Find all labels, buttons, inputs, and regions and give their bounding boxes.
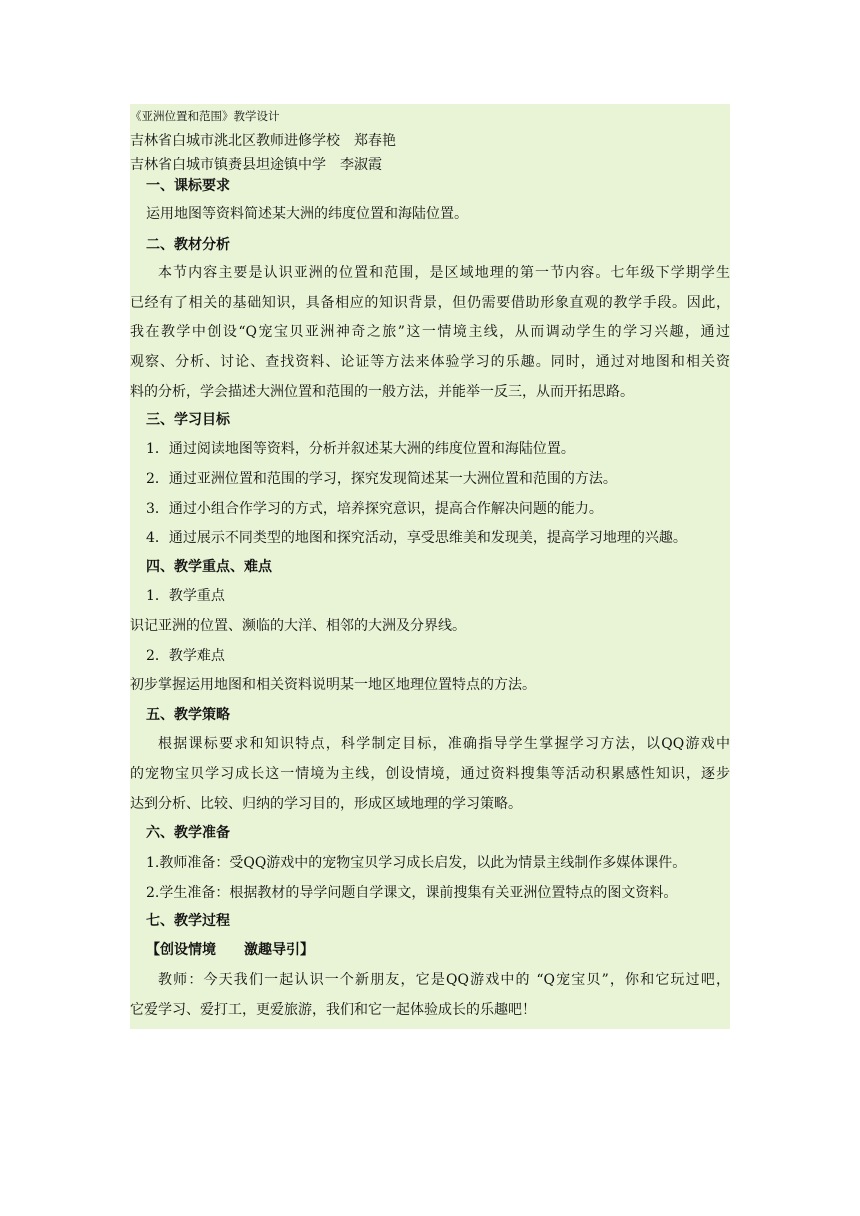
- paragraph-line: 初步掌握运用地图和相关资料说明某一地区地理位置特点的方法。: [130, 677, 536, 693]
- section-heading: 二、教材分析: [146, 237, 230, 253]
- paragraph-line: 观察、分析、讨论、查找资料、论证等方法来体验学习的乐趣。同时，通过对地图和相关资: [130, 354, 730, 370]
- subheading: 1．教学重点: [146, 588, 225, 604]
- section-heading: 四、教学重点、难点: [146, 559, 272, 575]
- paragraph-line: 料的分析，学会描述大洲位置和范围的一般方法，并能举一反三，从而开拓思路。: [130, 384, 634, 400]
- author-line: 吉林省白城市洮北区教师进修学校 郑春艳: [130, 133, 396, 149]
- section-heading: 一、课标要求: [146, 178, 230, 194]
- paragraph-line: 已经有了相关的基础知识，具备相应的知识背景，但仍需要借助形象直观的教学手段。因此，: [130, 295, 730, 311]
- section-heading: 六、教学准备: [146, 825, 230, 841]
- subheading: 【创设情境 激趣导引】: [146, 942, 314, 958]
- paragraph-line: 它爱学习、爱打工，更爱旅游，我们和它一起体验成长的乐趣吧！: [130, 1002, 536, 1018]
- list-item: 1．通过阅读地图等资料，分析并叙述某大洲的纬度位置和海陆位置。: [146, 441, 575, 457]
- paragraph-line: 本节内容主要是认识亚洲的位置和范围，是区域地理的第一节内容。七年级下学期学生: [158, 265, 730, 281]
- list-item: 2.学生准备：根据教材的导学问题自学课文，课前搜集有关亚洲位置特点的图文资料。: [146, 885, 678, 901]
- list-item: 2．通过亚洲位置和范围的学习，探究发现简述某一大洲位置和范围的方法。: [146, 471, 617, 487]
- paragraph-line: 达到分析、比较、归纳的学习目的，形成区域地理的学习策略。: [130, 796, 522, 812]
- author-line: 吉林省白城市镇赉县坦途镇中学 李淑霞: [130, 157, 382, 173]
- list-item: 1.教师准备：受QQ游戏中的宠物宝贝学习成长启发，以此为情景主线制作多媒体课件。: [146, 855, 687, 871]
- section-heading: 五、教学策略: [146, 707, 230, 723]
- paragraph-line: 的宠物宝贝学习成长这一情境为主线，创设情境，通过资料搜集等活动积累感性知识，逐步: [130, 766, 730, 782]
- document-title: 《亚洲位置和范围》教学设计: [130, 109, 280, 123]
- paragraph-line: 识记亚洲的位置、濒临的大洋、相邻的大洲及分界线。: [130, 618, 466, 634]
- paragraph-line: 运用地图等资料简述某大洲的纬度位置和海陆位置。: [146, 206, 468, 222]
- list-item: 4．通过展示不同类型的地图和探究活动，享受思维美和发现美，提高学习地理的兴趣。: [146, 530, 687, 546]
- section-heading: 七、教学过程: [146, 913, 230, 929]
- list-item: 3．通过小组合作学习的方式，培养探究意识，提高合作解决问题的能力。: [146, 501, 603, 517]
- paragraph-line: 我在教学中创设“Q宠宝贝亚洲神奇之旅”这一情境主线，从而调动学生的学习兴趣，通过: [130, 324, 730, 340]
- subheading: 2．教学难点: [146, 648, 225, 664]
- section-heading: 三、学习目标: [146, 412, 230, 428]
- paragraph-line: 教师：今天我们一起认识一个新朋友，它是QQ游戏中的 “Q宠宝贝”，你和它玩过吧，: [158, 972, 730, 988]
- paragraph-line: 根据课标要求和知识特点，科学制定目标，准确指导学生掌握学习方法，以QQ游戏中: [158, 736, 730, 752]
- document-page: [130, 104, 730, 1029]
